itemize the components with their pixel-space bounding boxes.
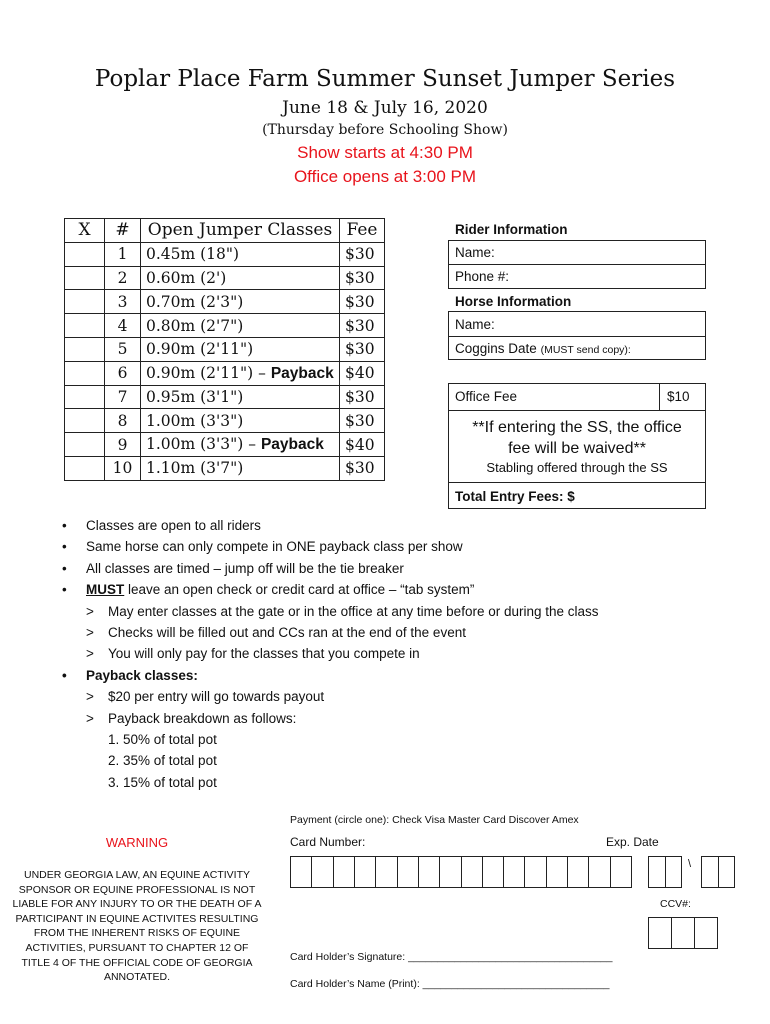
col-header-select: X [65,219,105,243]
class-fee: $40 [340,433,385,457]
select-cell[interactable] [65,337,105,361]
class-name [141,266,340,290]
class-name [141,242,340,266]
office-open-time: Office opens at 3:00 PM [293,167,477,186]
stabling-note: Stabling offered through the SS [486,460,668,475]
rider-name-field[interactable] [448,240,706,265]
payment-method-line[interactable]: Payment (circle one): Check Visa Master Card Discover Amex [290,814,579,826]
payback-label: Payback [260,436,324,454]
event-dates: June 18 & July 16, 2020 [282,98,488,118]
class-name [141,456,340,480]
exp-year-boxes[interactable] [701,856,735,888]
table-header-row [65,219,385,243]
class-name-text: 0.45m (18") [146,245,240,264]
warning-text: UNDER GEORGIA LAW, AN EQUINE ACTIVITY SPONSOR OR EQUINE PROFESSIONAL IS NOT LIABLE FOR ANY INJURY TO OR THE DEATH OF A PARTICIPANT IN EQUINE ACTIVITES RESULTING FROM THE INHERENT RISKS OF EQUINE ACTIVITIES, PURSUANT TO CHAPTER 12 OF TITLE 4 OF THE OFFICIAL CODE OF GEORGIA ANNOTATED. [12,869,262,984]
list-item: • Classes are open to all riders [62,515,599,536]
select-cell[interactable] [65,409,105,433]
class-number: 9 [105,433,141,457]
coggins-note: (MUST send copy): [540,344,631,356]
sub-list-item: > Checks will be filled out and CCs ran at the end of the event [62,622,599,643]
class-number: 2 [105,266,141,290]
list-item: • Same horse can only compete in ONE payback class per show [62,536,599,557]
table-row [65,266,385,290]
total-divider [449,482,705,483]
class-fee: $30 [340,314,385,338]
rider-info-heading: Rider Information [455,222,568,237]
list-item: • All classes are timed – jump off will be the tie breaker [62,558,599,579]
select-cell[interactable] [65,242,105,266]
ccv-boxes[interactable] [648,917,718,949]
class-name [141,290,340,314]
numbered-item: 1. 50% of total pot [108,732,217,748]
class-name-text: 0.95m (3'1") [146,387,244,406]
class-name [141,433,340,457]
col-header-class: Open Jumper Classes [141,219,340,243]
warning-title: WARNING [105,835,169,850]
class-name [141,409,340,433]
col-header-fee: Fee [340,219,385,243]
card-number-label: Card Number: [290,835,366,849]
office-fee-value: $10 [667,389,690,404]
total-entry-fees[interactable]: Total Entry Fees: $ [455,489,575,504]
table-row [65,242,385,266]
class-number: 4 [105,314,141,338]
office-fee-label: Office Fee [455,389,518,404]
show-start-time: Show starts at 4:30 PM [297,143,473,162]
table-row [65,433,385,457]
select-cell[interactable] [65,361,105,385]
list-item: • Payback classes: [62,665,599,686]
list-item-text: leave an open check or credit card at office – “tab system” [124,582,475,598]
class-name-text: 0.90m (2'11") [146,340,254,359]
sub-list-item: > You will only pay for the classes that you compete in [62,643,599,664]
select-cell[interactable] [65,433,105,457]
table-row [65,290,385,314]
exp-month-boxes[interactable] [648,856,682,888]
class-name-text: 0.70m (2'3") [146,292,244,311]
page-title: Poplar Place Farm Summer Sunset Jumper Series [94,66,676,92]
table-row [65,314,385,338]
class-number: 10 [105,456,141,480]
sub-list-item: > May enter classes at the gate or in the office at any time before or during the class [62,601,599,622]
class-name [141,361,340,385]
select-cell[interactable] [65,266,105,290]
class-number: 6 [105,361,141,385]
sub-list-item: > Payback breakdown as follows: [62,708,599,729]
class-name-text: 0.90m (2'11") – [146,363,266,382]
rules-list [62,515,599,793]
class-name-text: 1.00m (3'3") [146,411,244,430]
table-row [65,385,385,409]
office-fee-box [448,383,706,509]
horse-name-field[interactable] [448,311,706,337]
select-cell[interactable] [65,456,105,480]
class-name [141,385,340,409]
ccv-label: CCV#: [660,898,691,910]
class-name-text: 1.00m (3'3") – [146,435,257,454]
class-name [141,314,340,338]
classes-table [64,218,385,481]
select-cell[interactable] [65,290,105,314]
class-fee: $30 [340,409,385,433]
exp-date-slash: \ [688,858,692,870]
table-row [65,337,385,361]
class-number: 5 [105,337,141,361]
coggins-date-field[interactable] [448,336,706,360]
rider-phone-label: Phone #: [455,269,510,284]
table-row [65,361,385,385]
class-fee: $30 [340,290,385,314]
card-holder-name[interactable]: Card Holder’s Name (Print): ________________________________ [290,978,610,990]
list-item [62,579,599,600]
class-fee: $40 [340,361,385,385]
rider-phone-field[interactable] [448,264,706,289]
class-name [141,337,340,361]
office-fee-divider [659,384,660,410]
class-number: 3 [105,290,141,314]
class-name-text: 0.60m (2') [146,268,227,287]
table-row [65,409,385,433]
class-fee: $30 [340,456,385,480]
event-note: (Thursday before Schooling Show) [262,122,508,138]
table-row [65,456,385,480]
office-fee-row [449,384,705,411]
fee-waiver-note: **If entering the SS, the office fee will be waived** [472,419,682,457]
select-cell[interactable] [65,385,105,409]
coggins-date-label: Coggins Date [455,341,537,356]
class-number: 8 [105,409,141,433]
class-fee: $30 [340,242,385,266]
payback-label: Payback [270,364,334,382]
class-name-text: 0.80m (2'7") [146,316,244,335]
exp-date-label: Exp. Date [606,835,659,849]
class-fee: $30 [340,337,385,361]
card-holder-signature[interactable]: Card Holder’s Signature: ___________________________________ [290,951,613,963]
class-number: 1 [105,242,141,266]
sub-list-item: > $20 per entry will go towards payout [62,686,599,707]
horse-name-label: Name: [455,317,495,332]
horse-info-heading: Horse Information [455,294,572,309]
class-fee: $30 [340,266,385,290]
card-number-boxes[interactable] [290,856,632,888]
must-emphasis: MUST [86,582,125,598]
col-header-number: # [105,219,141,243]
class-name-text: 1.10m (3'7") [146,459,244,478]
numbered-item: 2. 35% of total pot [108,753,217,769]
select-cell[interactable] [65,314,105,338]
class-number: 7 [105,385,141,409]
class-fee: $30 [340,385,385,409]
numbered-item: 3. 15% of total pot [108,774,217,790]
rider-name-label: Name: [455,245,495,260]
